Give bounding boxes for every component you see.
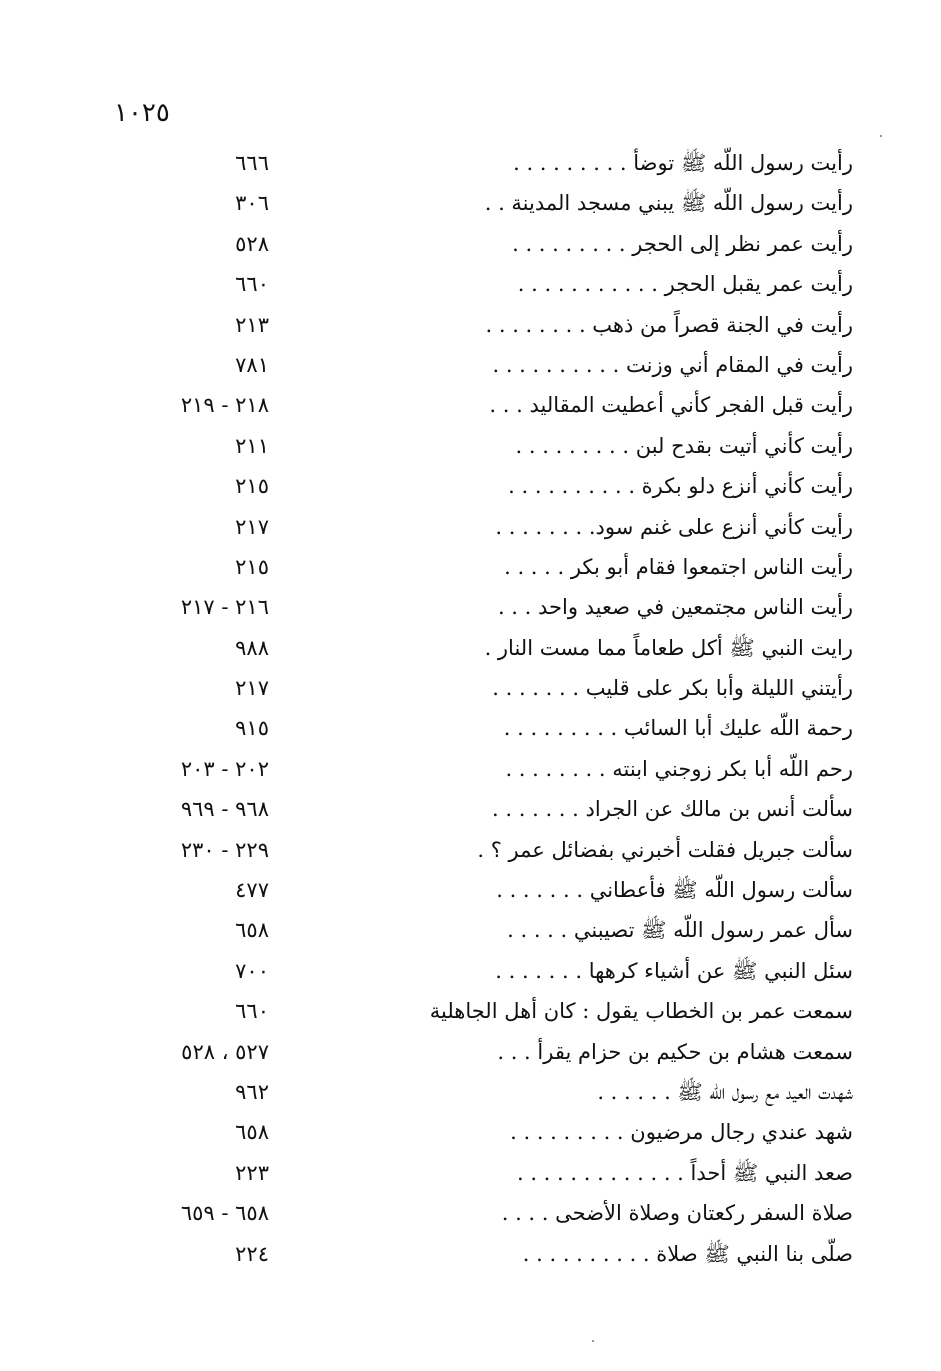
index-entry: [0, 749, 941, 789]
entry-text: رأيت رسول اللّه ﷺ توضأ . . . . . . . . .: [513, 151, 853, 175]
index-entry: [0, 466, 941, 506]
entry-page-ref: ٦٥٨: [235, 918, 269, 943]
entry-text: رحمة اللّه عليك أبا السائب . . . . . . . . .: [503, 716, 853, 741]
entry-text: رأيتني الليلة وأبا بكر على قليب . . . . . . .: [492, 676, 853, 701]
entry-text: رأيت في الجنة قصراً من ذهب . . . . . . . .: [485, 312, 853, 337]
entry-text: رحم اللّه أبا بكر زوجني ابنته . . . . . . . .: [505, 756, 853, 781]
index-entry: [0, 224, 941, 264]
entry-page-ref: ٦٦٠: [235, 272, 269, 297]
entry-text: سألت رسول اللّه ﷺ فأعطاني . . . . . . .: [496, 878, 853, 903]
entry-page-ref: ٢١٨ - ٢١٩: [180, 393, 269, 418]
entry-page-ref: ٢١٥: [235, 554, 269, 579]
entry-page-ref: ٢٠٢ - ٢٠٣: [180, 756, 269, 781]
entry-text: رأيت كأني أتيت بقدح لبن . . . . . . . . .: [515, 433, 853, 458]
entry-text: سأل عمر رسول اللّه ﷺ تصيبني . . . . .: [507, 918, 853, 943]
entry-page-ref: ٩٦٢: [235, 1079, 269, 1104]
entry-text: رأيت في المقام أني وزنت . . . . . . . . . .: [492, 352, 853, 377]
entry-page-ref: ٧٨١: [235, 352, 269, 377]
entry-page-ref: ٤٧٧: [235, 878, 269, 903]
entry-text: سمعت عمر بن الخطاب يقول : كان أهل الجاهلية: [429, 999, 853, 1024]
entry-text: سئل النبي ﷺ عن أشياء كرهها . . . . . . .: [495, 958, 853, 983]
entry-text: رأيت كأني أنزع دلو بكرة . . . . . . . . . .: [508, 474, 853, 499]
entry-text: رأيت رسول اللّه ﷺ يبني مسجد المدينة . .: [484, 191, 853, 216]
index-entry: [0, 1112, 941, 1152]
index-entry: [0, 507, 941, 547]
entry-page-ref: ٦٥٨ - ٦٥٩: [180, 1201, 269, 1226]
index-entry: [0, 1193, 941, 1233]
entry-page-ref: ٢١٧: [235, 676, 269, 701]
entry-text: رأيت الناس مجتمعين في صعيد واحد . . .: [497, 595, 853, 620]
index-entry: [0, 305, 941, 345]
index-entry: [0, 910, 941, 950]
index-entry: [0, 143, 941, 183]
entry-text: شهدت العيد مع رسول اللّه ﷺ . . . . . .: [597, 1079, 853, 1104]
index-entry: [0, 1032, 941, 1072]
index-entry: [0, 628, 941, 668]
entry-page-ref: ٢١٣: [235, 312, 269, 337]
index-entry: [0, 264, 941, 304]
entry-text: سألت جبريل فقلت أخبرني بفضائل عمر ؟ .: [477, 837, 853, 862]
entry-text: صعد النبي ﷺ أحداً . . . . . . . . . . . . .: [516, 1160, 853, 1185]
entry-text: سألت أنس بن مالك عن الجراد . . . . . . .: [492, 797, 853, 822]
entry-page-ref: ٥٢٧ ، ٥٢٨: [181, 1039, 269, 1064]
entry-page-ref: ٩٦٨ - ٩٦٩: [180, 797, 269, 822]
index-list: [0, 143, 941, 1274]
entry-text: رأيت عمر يقبل الحجر . . . . . . . . . . .: [517, 272, 853, 297]
entry-page-ref: ٥٢٨: [235, 231, 269, 256]
index-entry: [0, 426, 941, 466]
entry-page-ref: ٢١٥: [235, 474, 269, 499]
entry-page-ref: ٢١٦ - ٢١٧: [180, 595, 269, 620]
margin-speck: [880, 135, 882, 137]
entry-text: رأيت قبل الفجر كأني أعطيت المقاليد . . .: [489, 393, 853, 418]
index-entry: [0, 587, 941, 627]
entry-text: شهد عندي رجال مرضيون . . . . . . . . .: [510, 1120, 853, 1145]
entry-page-ref: ٩٨٨: [235, 635, 269, 660]
index-entry: [0, 183, 941, 223]
index-entry: [0, 668, 941, 708]
entry-page-ref: ٢٢٣: [235, 1160, 269, 1185]
entry-page-ref: ٢٢٩ - ٢٣٠: [180, 837, 269, 862]
index-entry: [0, 870, 941, 910]
page-number: ١٠٢٥: [114, 98, 170, 128]
entry-page-ref: ٢١٧: [235, 514, 269, 539]
index-entry: [0, 951, 941, 991]
margin-speck: [592, 1340, 594, 1342]
index-entry: [0, 345, 941, 385]
index-entry: [0, 991, 941, 1031]
index-entry: [0, 830, 941, 870]
index-entry: [0, 1072, 941, 1112]
entry-page-ref: ٢٢٤: [235, 1241, 269, 1266]
entry-page-ref: ٦٥٨: [235, 1120, 269, 1145]
entry-page-ref: ٦٦٠: [235, 999, 269, 1024]
entry-page-ref: ٩١٥: [235, 716, 269, 741]
entry-text: رأيت الناس اجتمعوا فقام أبو بكر . . . . .: [504, 554, 853, 579]
index-entry: [0, 708, 941, 748]
index-entry: [0, 385, 941, 425]
entry-text: صلاة السفر ركعتان وصلاة الأضحى . . . .: [501, 1201, 853, 1226]
entry-text: رأيت كأني أنزع على غنم سود. . . . . . . .: [495, 514, 853, 539]
index-entry: [0, 789, 941, 829]
entry-text: سمعت هشام بن حكيم بن حزام يقرأ . . .: [497, 1039, 853, 1064]
index-entry: [0, 547, 941, 587]
entry-text: صلّى بنا النبي ﷺ صلاة . . . . . . . . . .: [522, 1241, 853, 1266]
entry-text: رأيت عمر نظر إلى الحجر . . . . . . . . .: [512, 231, 853, 256]
index-entry: [0, 1153, 941, 1193]
entry-page-ref: ٣٠٦: [235, 191, 269, 216]
entry-page-ref: ٦٦٦: [235, 151, 269, 175]
entry-text: رايت النبي ﷺ أكل طعاماً مما مست النار .: [484, 635, 853, 660]
entry-page-ref: ٧٠٠: [235, 958, 269, 983]
entry-page-ref: ٢١١: [235, 433, 269, 458]
index-entry: [0, 1234, 941, 1274]
